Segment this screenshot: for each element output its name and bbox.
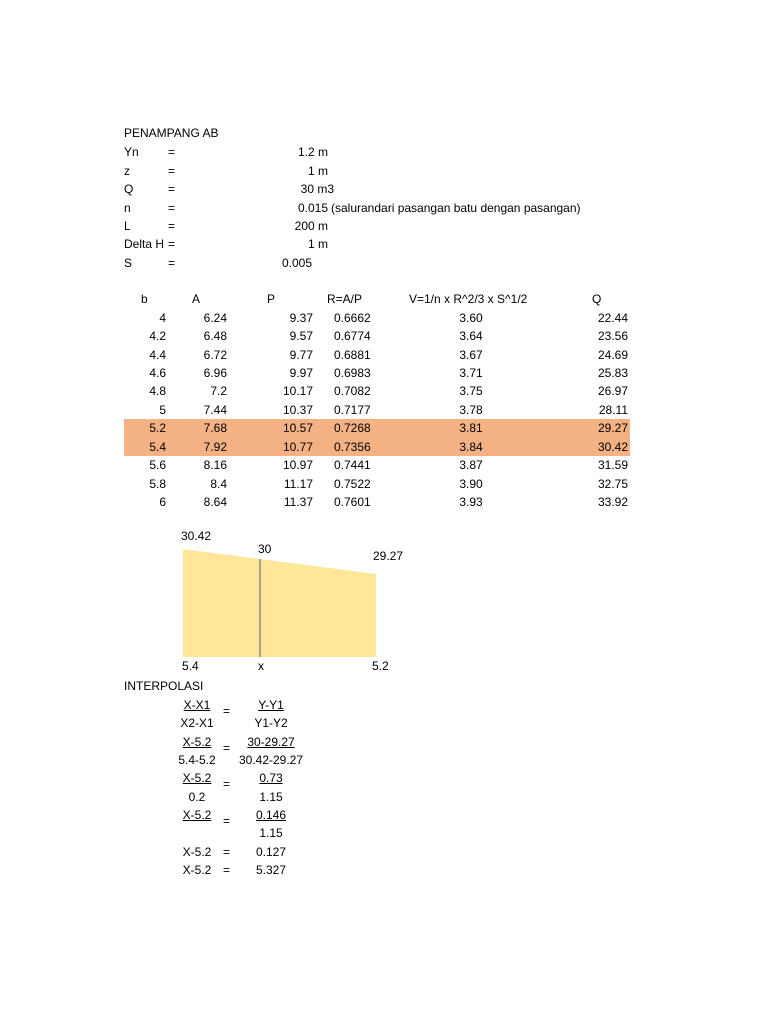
- cell-p: 10.17: [282, 384, 313, 398]
- diagram-mid-value: 30: [258, 542, 272, 556]
- interpolasi-title: INTERPOLASI: [124, 679, 204, 693]
- cell-b: 4.6: [149, 366, 166, 380]
- interp-eq: =: [223, 741, 231, 755]
- cell-r: 0.6983: [334, 366, 371, 380]
- param-eq: =: [168, 219, 176, 233]
- cell-p: 9.57: [289, 329, 313, 343]
- cell-v: 3.64: [459, 329, 483, 343]
- interp-right: 1.15: [259, 790, 283, 804]
- cell-a: 8.64: [203, 495, 227, 509]
- param-note: (salurandari pasangan batu dengan pasangan): [331, 201, 581, 215]
- cell-r: 0.7082: [334, 384, 371, 398]
- interp-right: 0.146: [255, 808, 287, 822]
- param-value: 0.005: [282, 256, 313, 270]
- cell-r: 0.6662: [334, 311, 371, 325]
- param-name: Delta H: [124, 237, 165, 251]
- cell-v: 3.71: [459, 366, 483, 380]
- cell-q: 26.97: [597, 384, 628, 398]
- cell-a: 6.72: [203, 348, 227, 362]
- cell-p: 9.77: [289, 348, 313, 362]
- table-header-v: V=1/n x R^2/3 x S^1/2: [409, 292, 528, 306]
- interp-right: 0.127: [255, 845, 287, 859]
- cell-b: 5.2: [149, 421, 166, 435]
- cell-q: 29.27: [597, 421, 628, 435]
- table-header-b: b: [141, 292, 148, 306]
- param-name: Q: [124, 182, 134, 196]
- interp-left: X-5.2: [182, 808, 212, 822]
- cell-a: 8.16: [203, 458, 227, 472]
- table-header-q: Q: [592, 292, 602, 306]
- interp-right: 1.15: [259, 826, 283, 840]
- cell-a: 8.4: [210, 477, 227, 491]
- cell-a: 7.2: [210, 384, 227, 398]
- cell-b: 4.4: [149, 348, 166, 362]
- cell-q: 33.92: [597, 495, 628, 509]
- interp-left: X-5.2: [182, 845, 212, 859]
- table-header-r: R=A/P: [327, 292, 363, 306]
- interp-right: 30.42-29.27: [238, 753, 304, 767]
- cell-b: 4.2: [149, 329, 166, 343]
- cell-b: 5.8: [149, 477, 166, 491]
- param-eq: =: [168, 182, 176, 196]
- cell-r: 0.6774: [334, 329, 371, 343]
- cell-b: 5.4: [149, 440, 166, 454]
- diagram-right-value: 29.27: [373, 549, 404, 563]
- cell-a: 7.92: [203, 440, 227, 454]
- interp-left: X-5.2: [182, 863, 212, 877]
- cell-r: 0.7601: [334, 495, 371, 509]
- table-header-p: P: [267, 292, 276, 306]
- param-value: 1 m: [307, 237, 328, 251]
- cell-v: 3.93: [459, 495, 483, 509]
- cell-q: 23.56: [597, 329, 628, 343]
- cell-v: 3.78: [459, 403, 483, 417]
- cell-v: 3.84: [459, 440, 483, 454]
- cell-r: 0.7177: [334, 403, 371, 417]
- cell-p: 11.37: [283, 495, 313, 509]
- interp-right: 5.327: [255, 863, 287, 877]
- cell-b: 5.6: [149, 458, 166, 472]
- cell-p: 10.37: [282, 403, 313, 417]
- param-eq: =: [168, 201, 176, 215]
- cell-p: 10.57: [282, 421, 313, 435]
- cell-v: 3.90: [459, 477, 483, 491]
- param-eq: =: [168, 145, 176, 159]
- param-value: 30 m3: [300, 182, 334, 196]
- cell-p: 10.97: [282, 458, 313, 472]
- section-title: PENAMPANG AB: [124, 126, 219, 140]
- cell-v: 3.75: [459, 384, 483, 398]
- cell-p: 9.37: [289, 311, 313, 325]
- param-name: z: [124, 164, 130, 178]
- interp-right: Y-Y1: [258, 698, 284, 712]
- cell-a: 6.48: [203, 329, 227, 343]
- param-name: L: [124, 219, 131, 233]
- cell-r: 0.7441: [334, 458, 371, 472]
- interp-right: 0.73: [259, 771, 283, 785]
- cell-r: 0.7522: [334, 477, 371, 491]
- cell-q: 32.75: [597, 477, 628, 491]
- cell-r: 0.6881: [334, 348, 371, 362]
- interp-eq: =: [223, 777, 231, 791]
- param-name: n: [124, 201, 131, 215]
- diagram-left-b: 5.4: [182, 659, 199, 673]
- cell-a: 7.68: [203, 421, 227, 435]
- param-eq: =: [168, 164, 176, 178]
- cell-q: 24.69: [597, 348, 628, 362]
- param-value: 0.015: [297, 201, 328, 215]
- param-value: 200 m: [294, 219, 328, 233]
- interp-right: 30-29.27: [247, 735, 295, 749]
- interp-left: X-5.2: [182, 735, 212, 749]
- cell-q: 30.42: [597, 440, 628, 454]
- cell-v: 3.81: [459, 421, 483, 435]
- cell-p: 11.17: [283, 477, 313, 491]
- param-value: 1 m: [307, 164, 328, 178]
- param-eq: =: [168, 256, 176, 270]
- cell-v: 3.67: [459, 348, 483, 362]
- table-header-a: A: [192, 292, 201, 306]
- interp-eq: =: [223, 814, 231, 828]
- param-eq: =: [168, 237, 176, 251]
- cell-b: 5: [159, 403, 166, 417]
- interp-left: X-5.2: [182, 771, 212, 785]
- cell-v: 3.60: [459, 311, 483, 325]
- cell-q: 31.59: [597, 458, 628, 472]
- cell-q: 22.44: [597, 311, 628, 325]
- cell-r: 0.7268: [334, 421, 371, 435]
- param-name: S: [124, 256, 133, 270]
- diagram-mid-b: x: [258, 659, 264, 673]
- interp-left: X2-X1: [180, 716, 214, 730]
- cell-q: 28.11: [598, 403, 628, 417]
- diagram-left-value: 30.42: [181, 529, 212, 543]
- interp-left: 0.2: [188, 790, 206, 804]
- param-name: Yn: [124, 145, 139, 159]
- param-value: 1.2 m: [297, 145, 328, 159]
- cell-v: 3.87: [459, 458, 483, 472]
- cell-p: 9.97: [289, 366, 313, 380]
- cell-r: 0.7356: [334, 440, 371, 454]
- cell-q: 25.83: [597, 366, 628, 380]
- cell-b: 6: [159, 495, 166, 509]
- cell-p: 10.77: [282, 440, 313, 454]
- interp-eq: =: [223, 704, 231, 718]
- interp-eq: =: [223, 845, 231, 859]
- cell-a: 6.24: [203, 311, 227, 325]
- diagram-right-b: 5.2: [372, 659, 389, 673]
- cell-a: 6.96: [203, 366, 227, 380]
- interp-left: X-X1: [183, 698, 211, 712]
- cell-a: 7.44: [203, 403, 227, 417]
- cell-b: 4.8: [149, 384, 166, 398]
- interp-right: Y1-Y2: [254, 716, 288, 730]
- interpolation-trapezoid: [183, 549, 376, 657]
- cell-b: 4: [159, 311, 166, 325]
- interp-eq: =: [223, 863, 231, 877]
- interp-left: 5.4-5.2: [178, 753, 216, 767]
